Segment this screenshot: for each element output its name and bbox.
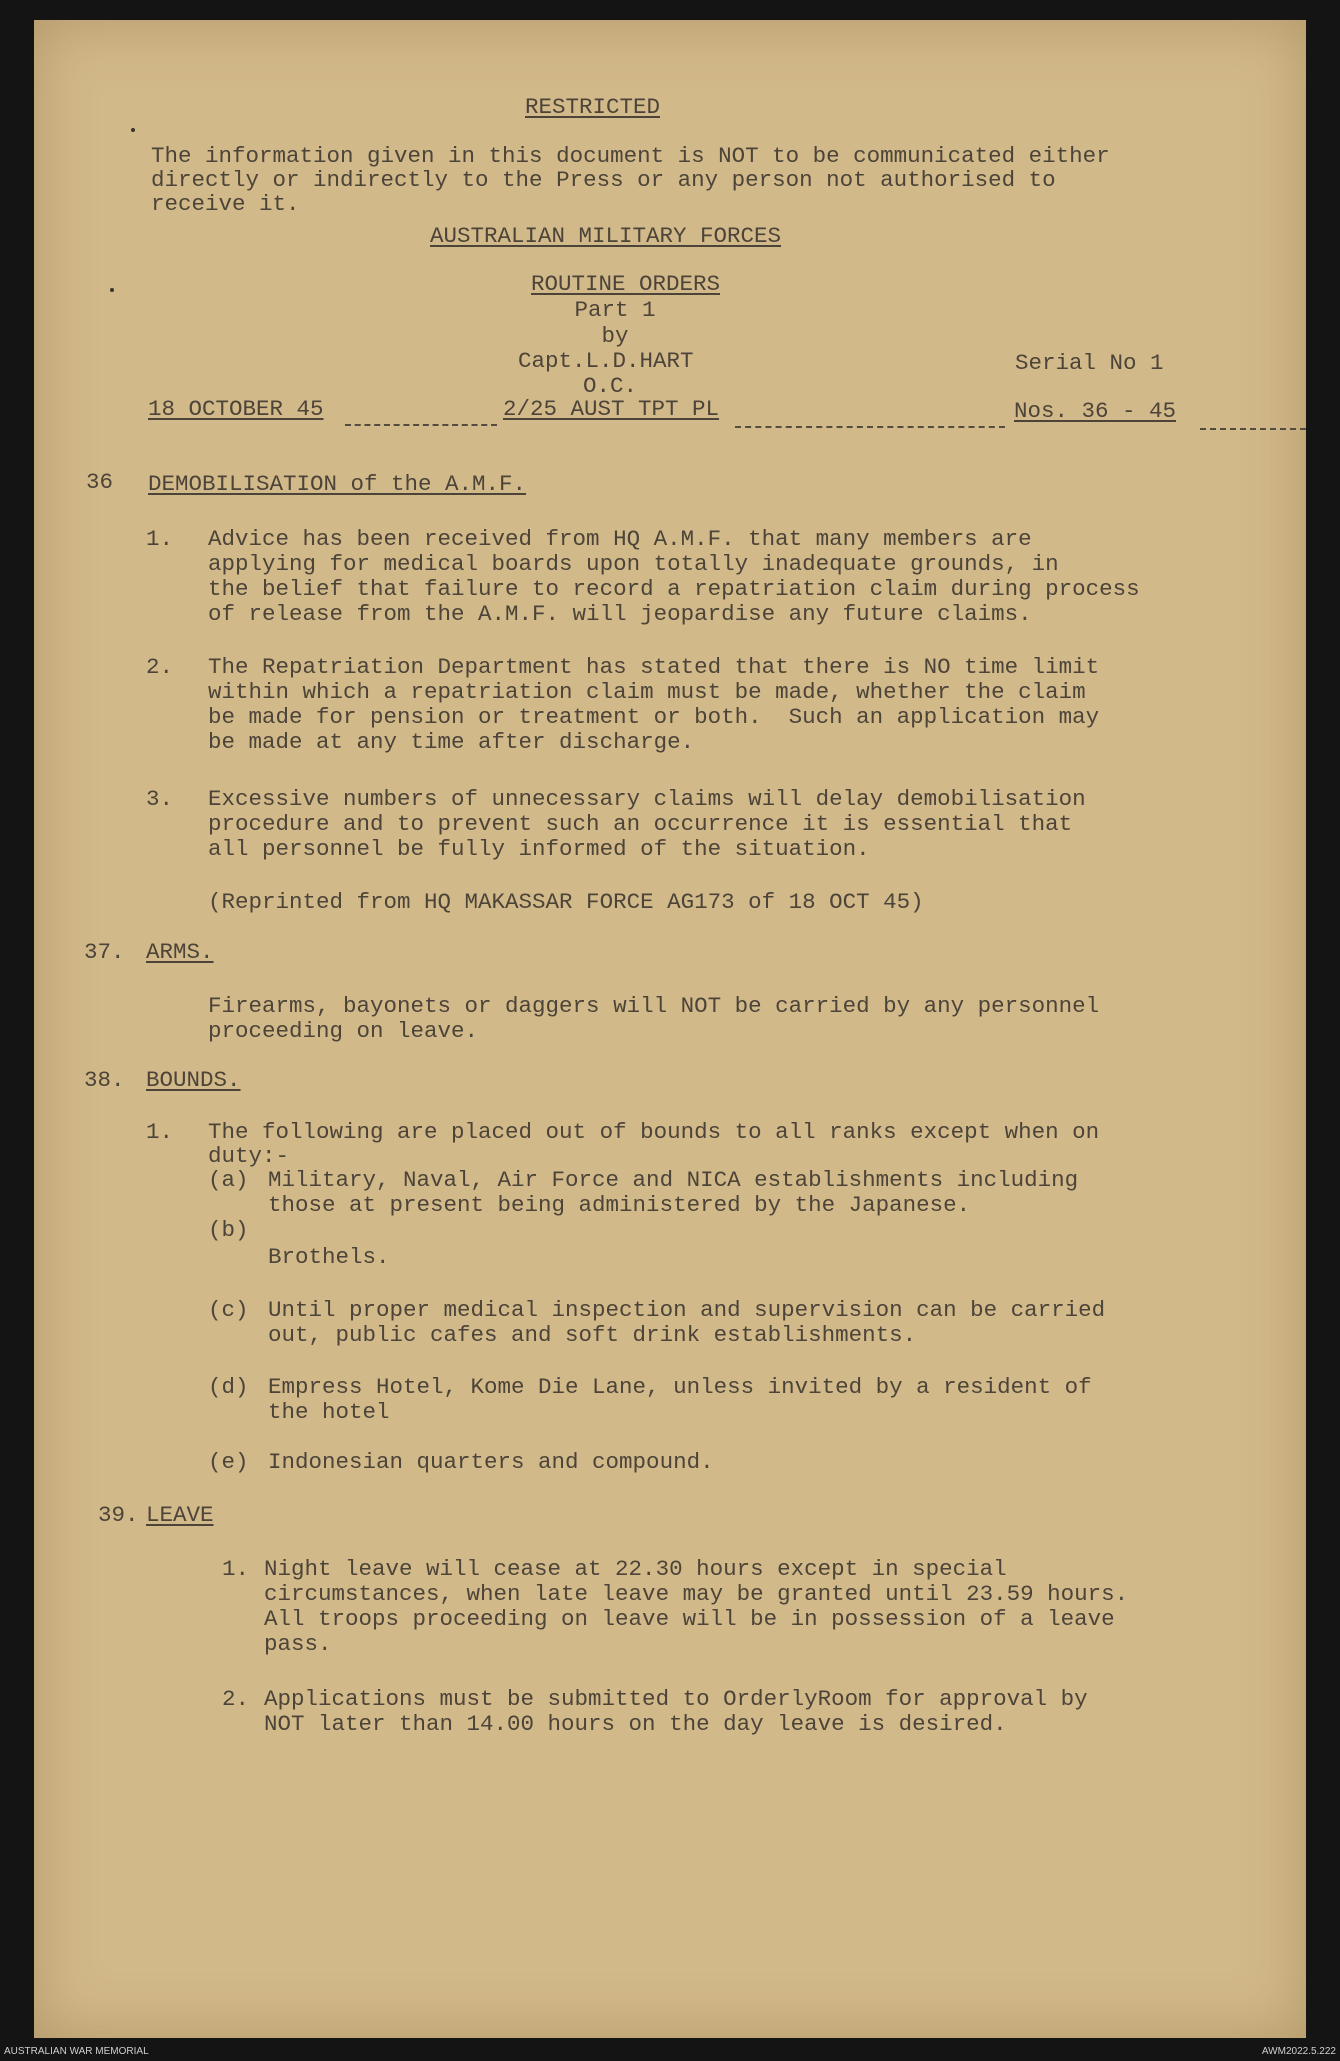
item-number: 1. [146, 1119, 174, 1145]
bounds-intro-line: duty:- [208, 1143, 290, 1169]
item-line: pass. [264, 1631, 332, 1657]
item-line: all personnel be fully informed of the situation. [208, 836, 870, 862]
paper-mark [110, 288, 114, 292]
subitem-line: Until proper medical inspection and supervision can be carried [268, 1297, 1106, 1323]
item-number: 2. [146, 654, 174, 680]
notice-line-1: The information given in this document is NOT to be communicated either [151, 143, 1110, 169]
item-number: 2. [222, 1686, 250, 1712]
serial-number: Serial No 1 [1015, 350, 1164, 376]
order-title-arms: ARMS. [146, 939, 214, 965]
restricted-heading: RESTRICTED [525, 94, 661, 120]
header-rule-3 [1200, 428, 1306, 430]
subitem-label: (b) [208, 1217, 249, 1243]
item-line: NOT later than 14.00 hours on the day leave is desired. [264, 1711, 1007, 1737]
order-number-37: 37. [84, 939, 125, 965]
subitem-line: Indonesian quarters and compound. [268, 1449, 714, 1475]
subitem-line: out, public cafes and soft drink establishments. [268, 1322, 917, 1348]
item-line: applying for medical boards upon totally inadequate grounds, in [208, 551, 1059, 577]
order-number-36: 36 [86, 469, 114, 495]
item-line: circumstances, when late leave may be granted until 23.59 hours. [264, 1581, 1129, 1607]
item-line: be made for pension or treatment or both. Such an application may [208, 704, 1100, 730]
item-number: 3. [146, 786, 174, 812]
subitem-line: Empress Hotel, Kome Die Lane, unless invited by a resident of [268, 1374, 1092, 1400]
subitem-label: (a) [208, 1167, 249, 1193]
footer-accession-number: AWM2022.5.222 [1261, 2046, 1336, 2057]
item-line: All troops proceeding on leave will be in possession of a leave [264, 1606, 1115, 1632]
footer-archive-name: AUSTRALIAN WAR MEMORIAL [4, 2046, 149, 2057]
bounds-intro-line: The following are placed out of bounds to all ranks except when on [208, 1119, 1100, 1145]
by-label: by [601, 323, 629, 349]
subitem-line: the hotel [268, 1399, 390, 1425]
routine-orders-heading: ROUTINE ORDERS [531, 271, 721, 297]
item-line: within which a repatriation claim must be made, whether the claim [208, 679, 1086, 705]
reprint-note: (Reprinted from HQ MAKASSAR FORCE AG173 of 18 OCT 45) [208, 889, 924, 915]
item-number: 1. [146, 526, 174, 552]
paper-mark [131, 128, 135, 132]
order-number-39: 39. [98, 1502, 139, 1528]
item-line: the belief that failure to record a repatriation claim during process [208, 576, 1140, 602]
subitem-label: (c) [208, 1297, 249, 1323]
order-number-38: 38. [84, 1067, 125, 1093]
subitem-line: those at present being administered by the Japanese. [268, 1192, 971, 1218]
subitem-line: Military, Naval, Air Force and NICA establishments including [268, 1167, 1079, 1193]
notice-line-3: receive it. [151, 191, 300, 217]
order-title-demobilisation: DEMOBILISATION of the A.M.F. [148, 471, 527, 497]
subitem-label: (e) [208, 1449, 249, 1475]
header-rule-2 [735, 426, 1005, 428]
subitem-line: Brothels. [268, 1244, 390, 1270]
item-line: be made at any time after discharge. [208, 729, 695, 755]
order-numbers: Nos. 36 - 45 [1014, 398, 1177, 424]
forces-heading: AUSTRALIAN MILITARY FORCES [430, 223, 782, 249]
officer-name: Capt.L.D.HART [518, 348, 694, 374]
notice-line-2: directly or indirectly to the Press or any person not authorised to [151, 167, 1056, 193]
subitem-label: (d) [208, 1374, 249, 1400]
order-title-bounds: BOUNDS. [146, 1067, 241, 1093]
order-title-leave: LEAVE [146, 1502, 214, 1528]
item-line: Night leave will cease at 22.30 hours except in special [264, 1556, 1007, 1582]
order-line: Firearms, bayonets or daggers will NOT be carried by any personnel [208, 993, 1100, 1019]
officer-title: O.C. [582, 373, 637, 399]
header-rule-1 [345, 424, 497, 426]
part-label: Part 1 [574, 297, 656, 323]
order-line: proceeding on leave. [208, 1018, 479, 1044]
item-line: Applications must be submitted to OrderlyRoom for approval by [264, 1686, 1088, 1712]
item-line: procedure and to prevent such an occurrence it is essential that [208, 811, 1073, 837]
item-line: of release from the A.M.F. will jeopardise any future claims. [208, 601, 1032, 627]
unit-name: 2/25 AUST TPT PL [503, 396, 720, 422]
item-line: Advice has been received from HQ A.M.F. that many members are [208, 526, 1032, 552]
item-number: 1. [222, 1556, 250, 1582]
item-line: The Repatriation Department has stated that there is NO time limit [208, 654, 1100, 680]
order-date: 18 OCTOBER 45 [148, 396, 324, 422]
item-line: Excessive numbers of unnecessary claims will delay demobilisation [208, 786, 1086, 812]
